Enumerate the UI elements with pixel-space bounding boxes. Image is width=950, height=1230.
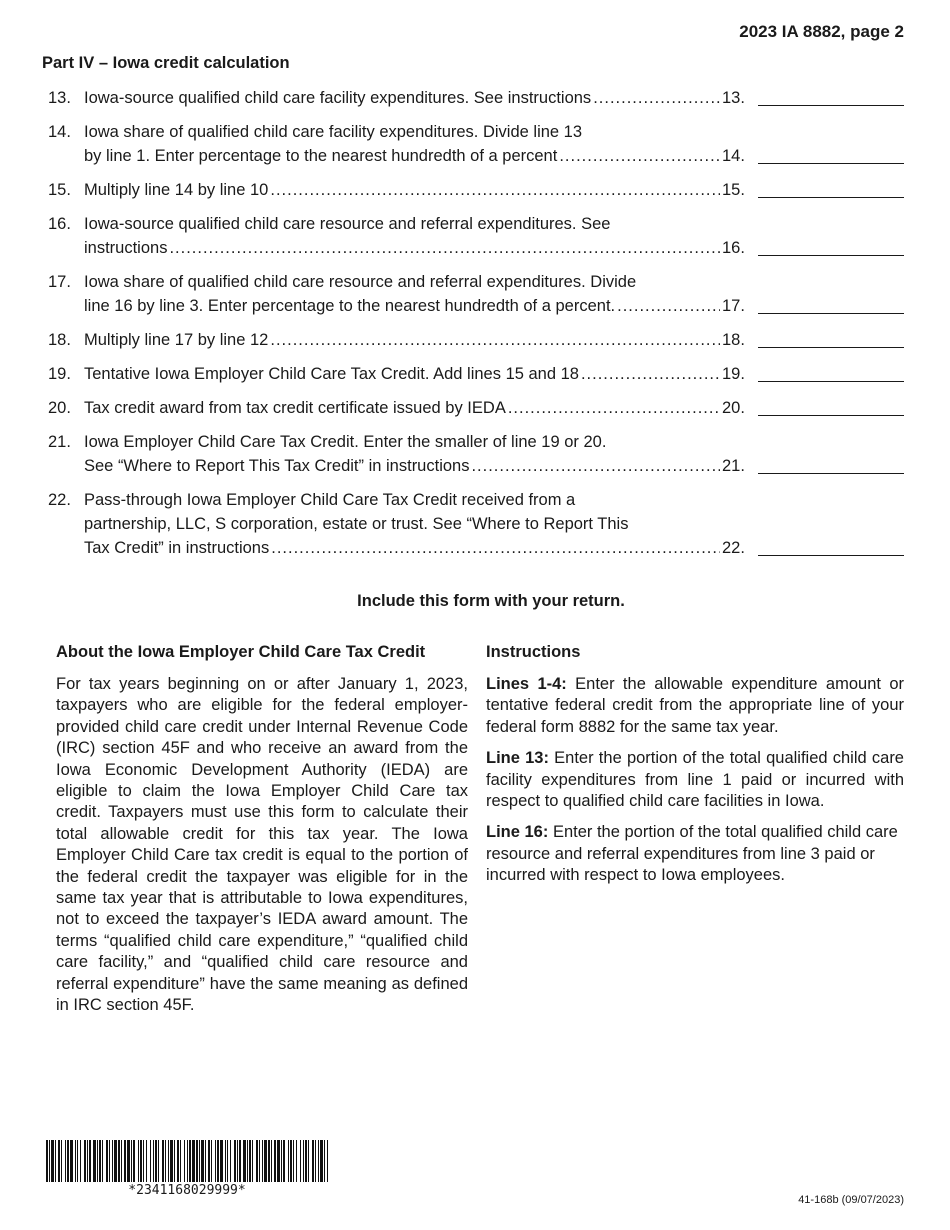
barcode-bar: [271, 1140, 272, 1182]
barcode-bar: [118, 1140, 120, 1182]
barcode-bar: [97, 1140, 98, 1182]
barcode-bar: [215, 1140, 216, 1182]
barcode-bar: [133, 1140, 135, 1182]
form-line-16: [48, 212, 904, 260]
line-17-input[interactable]: [758, 296, 904, 314]
barcode-bar: [296, 1140, 297, 1182]
barcode-bar: [300, 1140, 301, 1182]
about-body: For tax years beginning on or after January 1, 2023, taxpayers who are eligible for the federal employer-provided child care credit under Internal Revenue Code (IRC) section 45F and who receive an award from the Iowa Economic Development Authority (IEDA) are eligible to claim the Iowa Employer Child Care tax credit. Taxpayers must use this form to calculate their total allowable credit for this tax year. The Iowa Employer Child Care tax credit is equal to the portion of the federal credit the taxpayer was eligible for in the same tax year that is attributable to Iowa expenditures, not to exceed the taxpayer’s IEDA award amount. The terms “qualified child care expenditure,” “qualified child care facility,” and “qualified child care resource and referral expenditure” have the same meaning as defined in IRC section 45F.: [56, 675, 468, 1015]
barcode-number: *2341168029999*: [128, 1183, 246, 1198]
barcode-bar: [121, 1140, 122, 1182]
barcode-bar: [320, 1140, 323, 1182]
instruction-label: Line 16:: [486, 823, 549, 842]
barcode-bar: [277, 1140, 280, 1182]
line-text: Iowa share of qualified child care facility expenditures. Divide line 13: [84, 123, 583, 141]
barcode-bar: [201, 1140, 204, 1182]
barcode-bar: [189, 1140, 191, 1182]
barcode-bar: [170, 1140, 173, 1182]
line-reference: 21.: [722, 457, 745, 475]
barcode-bar: [99, 1140, 101, 1182]
line-number: 20.: [48, 399, 71, 417]
barcode-bar: [143, 1140, 144, 1182]
barcode-bar: [230, 1140, 231, 1182]
barcode-bar: [140, 1140, 142, 1182]
barcode-bar: [106, 1140, 108, 1182]
about-heading: About the Iowa Employer Child Care Tax Credit: [56, 643, 426, 661]
barcode-bar: [158, 1140, 159, 1182]
line-22-input[interactable]: [758, 538, 904, 556]
dot-leader: [270, 178, 720, 202]
barcode-bar: [208, 1140, 210, 1182]
barcode-bar: [146, 1140, 147, 1182]
form-line-18: [48, 328, 904, 352]
barcode-bar: [112, 1140, 113, 1182]
line-20-input[interactable]: [758, 398, 904, 416]
barcode-bar: [225, 1140, 226, 1182]
line-text: instructions: [84, 239, 168, 257]
barcode-bar: [303, 1140, 304, 1182]
form-line-13: [48, 86, 904, 110]
barcode-bar: [61, 1140, 62, 1182]
instruction-label: Line 13:: [486, 749, 549, 768]
line-reference: 18.: [722, 331, 745, 349]
barcode-bar: [51, 1140, 54, 1182]
barcode-bar: [109, 1140, 110, 1182]
dot-leader: [270, 328, 720, 352]
barcode-bar: [308, 1140, 309, 1182]
barcode-bar: [174, 1140, 175, 1182]
line-number: 15.: [48, 181, 71, 199]
barcode-bar: [67, 1140, 69, 1182]
line-21-input[interactable]: [758, 456, 904, 474]
about-section: [56, 640, 468, 1027]
line-number: 14.: [48, 123, 71, 141]
barcode-bar: [239, 1140, 241, 1182]
barcode-bar: [80, 1140, 81, 1182]
barcode-bar: [187, 1140, 188, 1182]
barcode-bar: [150, 1140, 151, 1182]
part-title: Part IV – Iowa credit calculation: [42, 54, 290, 72]
line-reference: 19.: [722, 365, 745, 383]
barcode-bar: [247, 1140, 248, 1182]
dot-leader: [169, 236, 720, 260]
barcode-bar: [165, 1140, 166, 1182]
barcode-bar: [274, 1140, 276, 1182]
line-text: line 16 by line 3. Enter percentage to the nearest hundredth of a percent.: [84, 297, 616, 315]
line-14-input[interactable]: [758, 146, 904, 164]
barcode-bar: [256, 1140, 258, 1182]
barcode-bar: [281, 1140, 282, 1182]
barcode-bar: [155, 1140, 157, 1182]
dot-leader: [471, 454, 720, 478]
barcode-bar: [89, 1140, 91, 1182]
barcode-bar: [264, 1140, 267, 1182]
line-text: See “Where to Report This Tax Credit” in instructions: [84, 457, 470, 475]
barcode-bar: [58, 1140, 60, 1182]
barcode-bar: [227, 1140, 228, 1182]
instruction-label: Lines 1-4:: [486, 675, 567, 693]
instructions-heading: Instructions: [486, 643, 581, 661]
barcode-bar: [84, 1140, 86, 1182]
barcode-bar: [55, 1140, 56, 1182]
barcode-bar: [327, 1140, 328, 1182]
barcode-bar: [259, 1140, 260, 1182]
line-text: Tax Credit” in instructions: [84, 539, 270, 557]
barcode-bar: [114, 1140, 117, 1182]
barcode-bar: [124, 1140, 126, 1182]
line-number: 19.: [48, 365, 71, 383]
line-19-input[interactable]: [758, 364, 904, 382]
barcode-bar: [75, 1140, 76, 1182]
barcode-bar: [205, 1140, 206, 1182]
form-line-20: [48, 396, 904, 420]
barcode-bar: [268, 1140, 270, 1182]
barcode-bar: [46, 1140, 48, 1182]
barcode-bar: [65, 1140, 66, 1182]
instructions-section: [486, 640, 904, 897]
barcode-bar: [93, 1140, 96, 1182]
instruction-line-13: [486, 748, 904, 812]
instruction-line-16: [486, 822, 904, 886]
dot-leader: [508, 396, 720, 420]
barcode-bar: [234, 1140, 236, 1182]
barcode-bar: [199, 1140, 200, 1182]
form-line-17: [48, 270, 904, 318]
barcode-bar: [162, 1140, 164, 1182]
barcode-bar: [243, 1140, 246, 1182]
barcode-bar: [127, 1140, 130, 1182]
line-reference: 13.: [722, 89, 745, 107]
line-number: 21.: [48, 433, 71, 451]
barcode-bar: [324, 1140, 325, 1182]
barcode-bar: [217, 1140, 219, 1182]
barcode-bar: [220, 1140, 223, 1182]
dot-leader: [593, 86, 720, 110]
line-reference: 20.: [722, 399, 745, 417]
barcode-bar: [77, 1140, 78, 1182]
line-number: 16.: [48, 215, 71, 233]
barcode-bar: [312, 1140, 314, 1182]
barcode-bar: [102, 1140, 103, 1182]
barcode-bar: [283, 1140, 285, 1182]
barcode-bar: [131, 1140, 132, 1182]
line-16-input[interactable]: [758, 238, 904, 256]
barcode-bar: [249, 1140, 251, 1182]
instruction-text: Enter the allowable expenditure amount or tentative federal credit from the appropriate line of your federal form 8882 for the same tax year.: [486, 675, 904, 736]
barcode-bar: [211, 1140, 212, 1182]
line-text: Multiply line 17 by line 12: [84, 331, 269, 349]
barcode-bar: [180, 1140, 181, 1182]
form-line-22: [48, 488, 904, 560]
dot-leader: [617, 294, 720, 318]
line-number: 22.: [48, 491, 71, 509]
instruction-lines-1-4: [486, 674, 904, 738]
line-number: 18.: [48, 331, 71, 349]
barcode-bar: [87, 1140, 88, 1182]
barcode-bar: [318, 1140, 319, 1182]
line-text: partnership, LLC, S corporation, estate or trust. See “Where to Report This: [84, 515, 629, 533]
barcode-bar: [168, 1140, 169, 1182]
calculation-lines: [48, 86, 904, 570]
barcode-bar: [315, 1140, 316, 1182]
page-header: 2023 IA 8882, page 2: [739, 22, 904, 41]
barcode-bar: [49, 1140, 50, 1182]
line-reference: 14.: [722, 147, 745, 165]
instruction-text: Enter the portion of the total qualified child care facility expenditures from line 1 paid or incurred with respect to qualified child care facilities in Iowa.: [486, 749, 904, 811]
line-text: Iowa-source qualified child care facility expenditures. See instructions: [84, 89, 592, 107]
line-15-input[interactable]: [758, 180, 904, 198]
line-18-input[interactable]: [758, 330, 904, 348]
barcode-bar: [177, 1140, 179, 1182]
dot-leader: [581, 362, 720, 386]
barcode-bar: [138, 1140, 139, 1182]
line-text: Tentative Iowa Employer Child Care Tax Credit. Add lines 15 and 18: [84, 365, 579, 383]
form-revision-number: 41-168b (09/07/2023): [798, 1194, 904, 1206]
barcode-bar: [252, 1140, 253, 1182]
barcode-bar: [262, 1140, 263, 1182]
dot-leader: [559, 144, 720, 168]
form-line-14: [48, 120, 904, 168]
form-line-21: [48, 430, 904, 478]
barcode-bar: [290, 1140, 292, 1182]
barcode: [46, 1140, 328, 1198]
barcode-bar: [293, 1140, 294, 1182]
line-13-input[interactable]: [758, 88, 904, 106]
line-reference: 15.: [722, 181, 745, 199]
line-reference: 16.: [722, 239, 745, 257]
barcode-bar: [192, 1140, 195, 1182]
line-text: Iowa-source qualified child care resource and referral expenditures. See: [84, 215, 611, 233]
line-text: by line 1. Enter percentage to the nearest hundredth of a percent: [84, 147, 558, 165]
barcode-bar: [70, 1140, 73, 1182]
barcode-bar: [237, 1140, 238, 1182]
line-reference: 17.: [722, 297, 745, 315]
barcode-bar: [153, 1140, 154, 1182]
line-text: Pass-through Iowa Employer Child Care Tax Credit received from a: [84, 491, 576, 509]
barcode-bar: [305, 1140, 307, 1182]
form-line-15: [48, 178, 904, 202]
form-line-19: [48, 362, 904, 386]
instruction-text: Enter the portion of the total qualified child care resource and referral expenditures from line 3 paid or incurred with respect to Iowa employees.: [486, 823, 898, 885]
line-text: Multiply line 14 by line 10: [84, 181, 269, 199]
include-form-note: Include this form with your return.: [357, 592, 625, 610]
line-number: 13.: [48, 89, 71, 107]
dot-leader: [271, 536, 720, 560]
barcode-bars: [46, 1140, 328, 1182]
barcode-bar: [288, 1140, 289, 1182]
line-text: Tax credit award from tax credit certificate issued by IEDA: [84, 399, 506, 417]
line-reference: 22.: [722, 539, 745, 557]
barcode-bar: [184, 1140, 185, 1182]
line-text: Iowa share of qualified child care resource and referral expenditures. Divide: [84, 273, 637, 291]
barcode-bar: [196, 1140, 198, 1182]
line-number: 17.: [48, 273, 71, 291]
line-text: Iowa Employer Child Care Tax Credit. Enter the smaller of line 19 or 20.: [84, 433, 607, 451]
